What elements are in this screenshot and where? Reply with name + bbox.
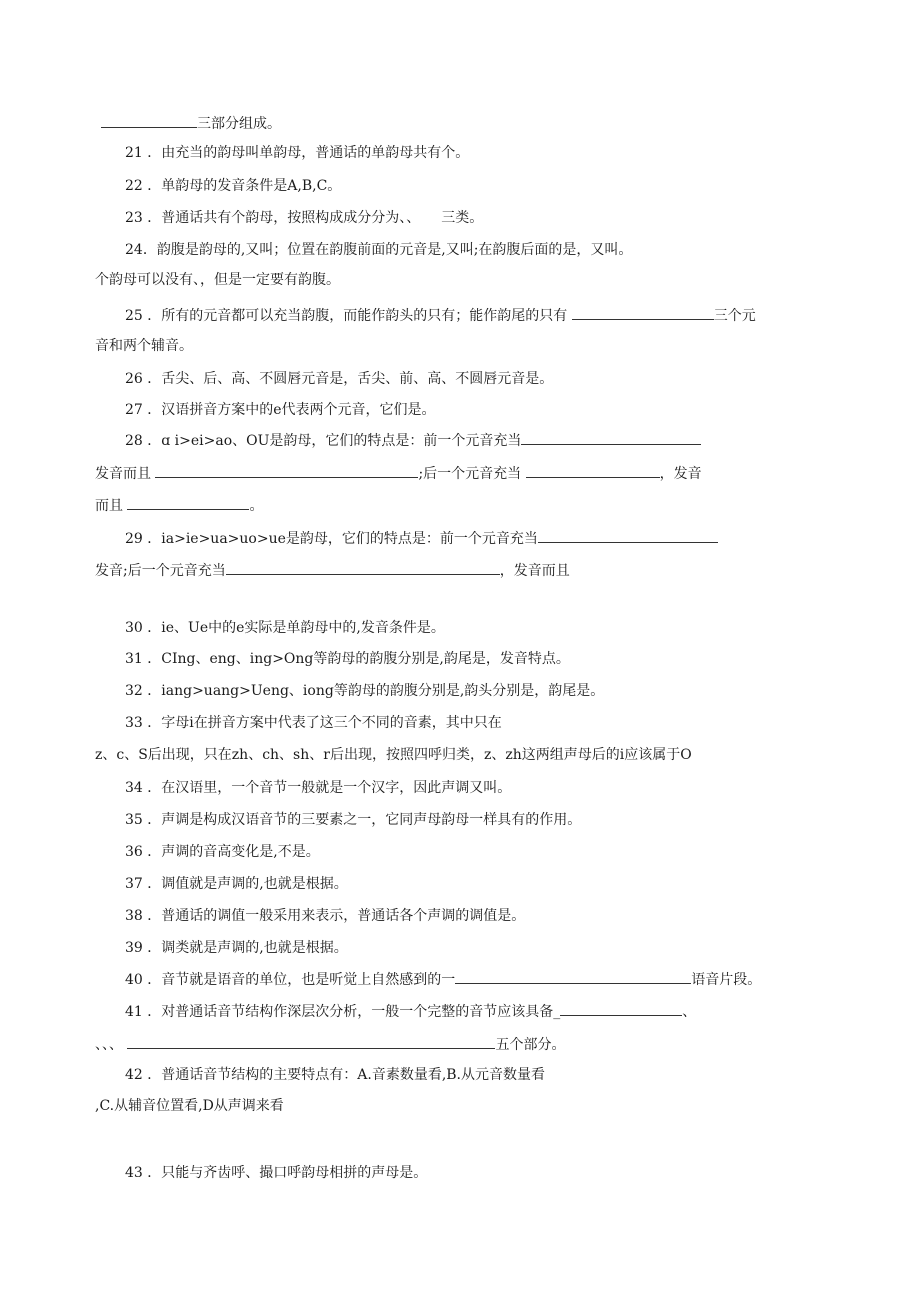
question-24: 24．韵腹是韵母的,又叫；位置在韵腹前面的元音是,又叫;在韵腹后面的是，又叫。 xyxy=(125,242,633,258)
question-28-line2 xyxy=(95,464,702,483)
question-42-continued: ,C.从辅音位置看,D从声调来看 xyxy=(95,1098,284,1114)
blank xyxy=(127,496,249,510)
question-22: 22 ．单韵母的发音条件是A,B,C。 xyxy=(125,178,342,194)
q28-text3a: 而且 xyxy=(95,498,123,514)
question-41-line2 xyxy=(95,1035,565,1054)
q20-text: 三部分组成。 xyxy=(197,116,281,132)
blank xyxy=(521,431,701,445)
question-35: 35 ．声调是构成汉语音节的三要素之一，它同声母韵母一样具有的作用。 xyxy=(125,812,582,828)
q41-text: 41 ．对普通话音节结构作深层次分析，一般一个完整的音节应该具备_ xyxy=(125,1004,561,1020)
q41-text2b: 五个部分。 xyxy=(495,1037,566,1053)
blank xyxy=(572,306,714,320)
q20-line xyxy=(101,114,281,133)
question-36: 36 ．声调的音高变化是,不是。 xyxy=(125,844,320,860)
question-26: 26 ．舌尖、后、高、不圆唇元音是，舌尖、前、高、不圆唇元音是。 xyxy=(125,371,554,387)
question-21: 21 ．由充当的韵母叫单韵母，普通话的单韵母共有个。 xyxy=(125,145,470,161)
question-42: 42 ．普通话音节结构的主要特点有：A.音素数量看,B.从元音数量看 xyxy=(125,1067,546,1083)
question-29-line2 xyxy=(95,561,570,580)
q28-text: 28 ．ɑ i>ei>ao、OU是韵母，它们的特点是：前一个元音充当 xyxy=(125,433,522,449)
question-43: 43 ．只能与齐齿呼、撮口呼韵母相拼的声母是。 xyxy=(125,1165,428,1181)
blank xyxy=(538,529,718,543)
question-24-continued: 个韵母可以没有、，但是一定要有韵腹。 xyxy=(95,272,340,288)
question-38: 38 ．普通话的调值一般采用来表示，普通话各个声调的调值是。 xyxy=(125,908,526,924)
blank xyxy=(526,464,660,478)
question-37: 37 ．调值就是声调的,也就是根据。 xyxy=(125,876,348,892)
q40-tail: 语音片段。 xyxy=(691,972,762,988)
question-32: 32 ．iang>uang>Ueng、iong等韵母的韵腹分别是,韵头分别是，韵尾是。 xyxy=(125,683,605,699)
question-34: 34 ．在汉语里，一个音节一般就是一个汉字，因此声调又叫。 xyxy=(125,780,512,796)
question-41 xyxy=(125,1002,696,1021)
question-28 xyxy=(125,431,701,450)
q25-tail: 三个元 xyxy=(713,308,756,324)
question-25-continued: 音和两个辅音。 xyxy=(95,338,193,354)
q28-text3b: 。 xyxy=(249,498,264,514)
q29-text: 29 ．ia>ie>ua>uo>ue是韵母，它们的特点是：前一个元音充当 xyxy=(125,531,538,547)
question-30: 30 ．ie、Ue中的e实际是单韵母中的,发音条件是。 xyxy=(125,620,445,636)
question-33: 33 ．字母i在拼音方案中代表了这三个不同的音素，其中只在 xyxy=(125,715,502,731)
question-40 xyxy=(125,970,761,989)
blank xyxy=(560,1002,682,1016)
q28-text2a: 发音而且 xyxy=(95,466,151,482)
q28-text2b: ;后一个元音充当 xyxy=(418,466,522,482)
question-27: 27 ．汉语拼音方案中的e代表两个元音，它们是。 xyxy=(125,402,436,418)
question-31: 31 ．CIng、eng、ing>Ong等韵母的韵腹分别是,韵尾是，发音特点。 xyxy=(125,651,570,667)
question-25 xyxy=(125,306,756,325)
q29-text2b: ，发音而且 xyxy=(499,563,570,579)
q41-text2a: 、、、 xyxy=(95,1037,123,1053)
question-28-line3 xyxy=(95,496,263,515)
q41-tail: 、 xyxy=(682,1004,697,1020)
question-39: 39 ．调类就是声调的,也就是根据。 xyxy=(125,940,348,956)
q29-text2a: 发音;后一个元音充当 xyxy=(95,563,226,579)
q25-text: 25 ．所有的元音都可以充当韵腹，而能作韵头的只有；能作韵尾的只有 xyxy=(125,308,568,324)
blank xyxy=(155,464,418,478)
question-33-continued: z、c、S后出现，只在zh、ch、sh、r后出现，按照四呼归类，z、zh这两组声母后的i应该属于O xyxy=(95,747,692,763)
blank xyxy=(127,1035,495,1049)
blank xyxy=(226,561,500,575)
question-23: 23 ．普通话共有个韵母，按照构成成分分为、、 三类。 xyxy=(125,210,484,226)
q40-text: 40 ．音节就是语音的单位，也是听觉上自然感到的一 xyxy=(125,972,456,988)
blank xyxy=(101,114,197,128)
q28-text2c: ，发音 xyxy=(659,466,702,482)
blank xyxy=(455,970,691,984)
question-29 xyxy=(125,529,718,548)
